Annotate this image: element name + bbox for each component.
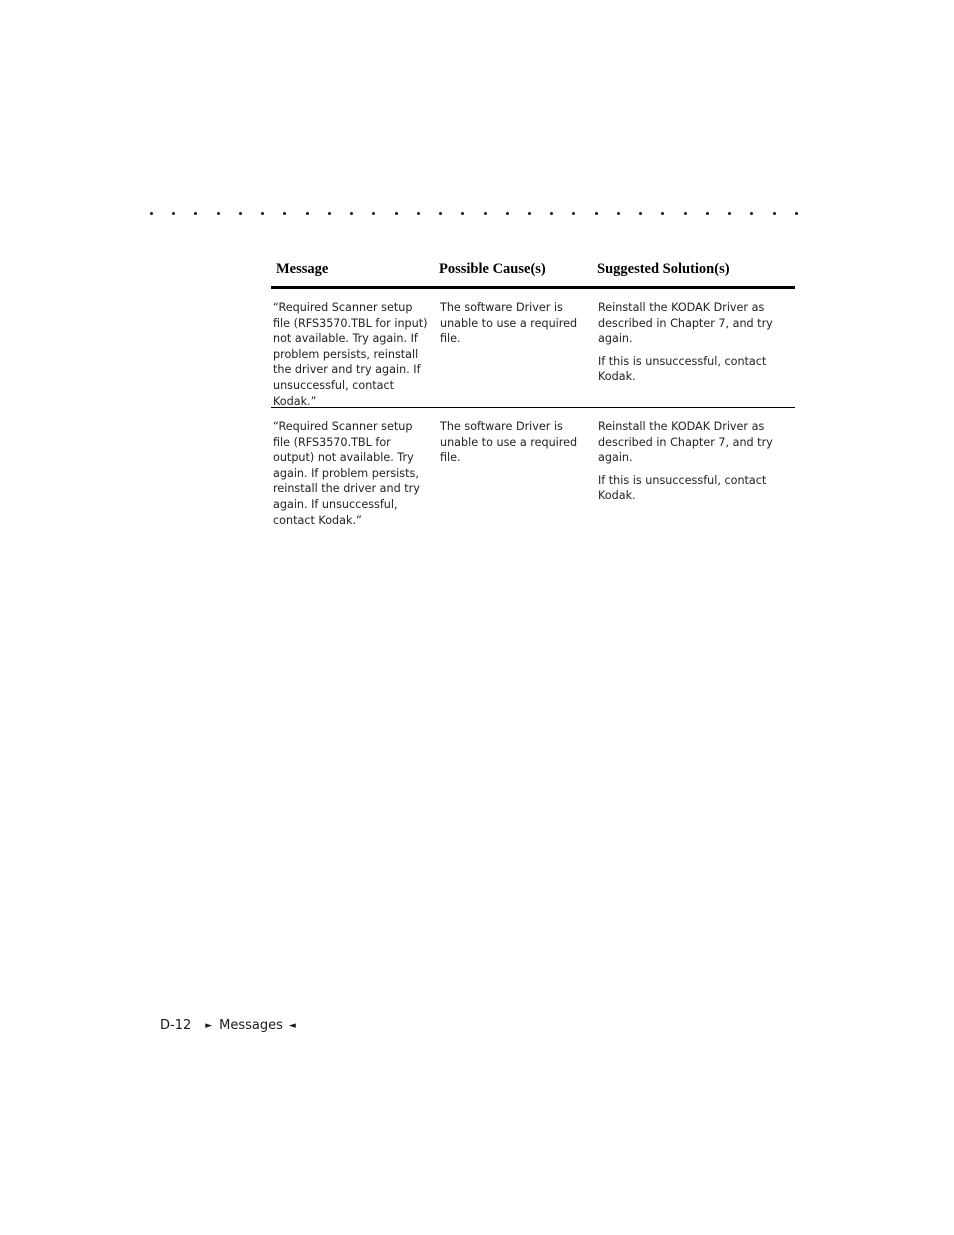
header-message: Message [276, 261, 329, 277]
table-header [271, 258, 795, 289]
solution-step: If this is unsuccessful, contact Kodak. [598, 473, 767, 503]
cause-cell: The software Driver is unable to use a required file. [440, 420, 578, 465]
page-footer [160, 1018, 296, 1033]
message-cell: “Required Scanner setup file (RFS3570.TBL for output) not available. Try again. If problem persists, reinstall the driver and try again. If unsuccessful, contact Kodak.” [273, 420, 420, 527]
solution-step: If this is unsuccessful, contact Kodak. [598, 354, 767, 384]
arrow-right-icon: ► [205, 1020, 213, 1031]
solution-step: Reinstall the KODAK Driver as described in Chapter 7, and try again. [598, 301, 773, 346]
solution-step: Reinstall the KODAK Driver as described in Chapter 7, and try again. [598, 420, 773, 465]
header-possible-causes: Possible Cause(s) [439, 261, 546, 277]
table-row [271, 289, 795, 408]
arrow-left-icon: ◄ [288, 1020, 296, 1031]
message-cell: “Required Scanner setup file (RFS3570.TBL for input) not available. Try again. If problem persists, reinstall the driver and try again. If unsuccessful, contact Kodak.” [273, 301, 428, 408]
page-number: D-12 [160, 1018, 192, 1033]
section-name: Messages [219, 1018, 283, 1033]
header-suggested-solutions: Suggested Solution(s) [597, 261, 730, 277]
dotted-rule [150, 207, 798, 219]
messages-table [271, 258, 795, 528]
solution-cell [594, 419, 795, 528]
table-row [271, 408, 795, 528]
solution-cell [594, 300, 795, 407]
cause-cell: The software Driver is unable to use a required file. [440, 301, 578, 346]
